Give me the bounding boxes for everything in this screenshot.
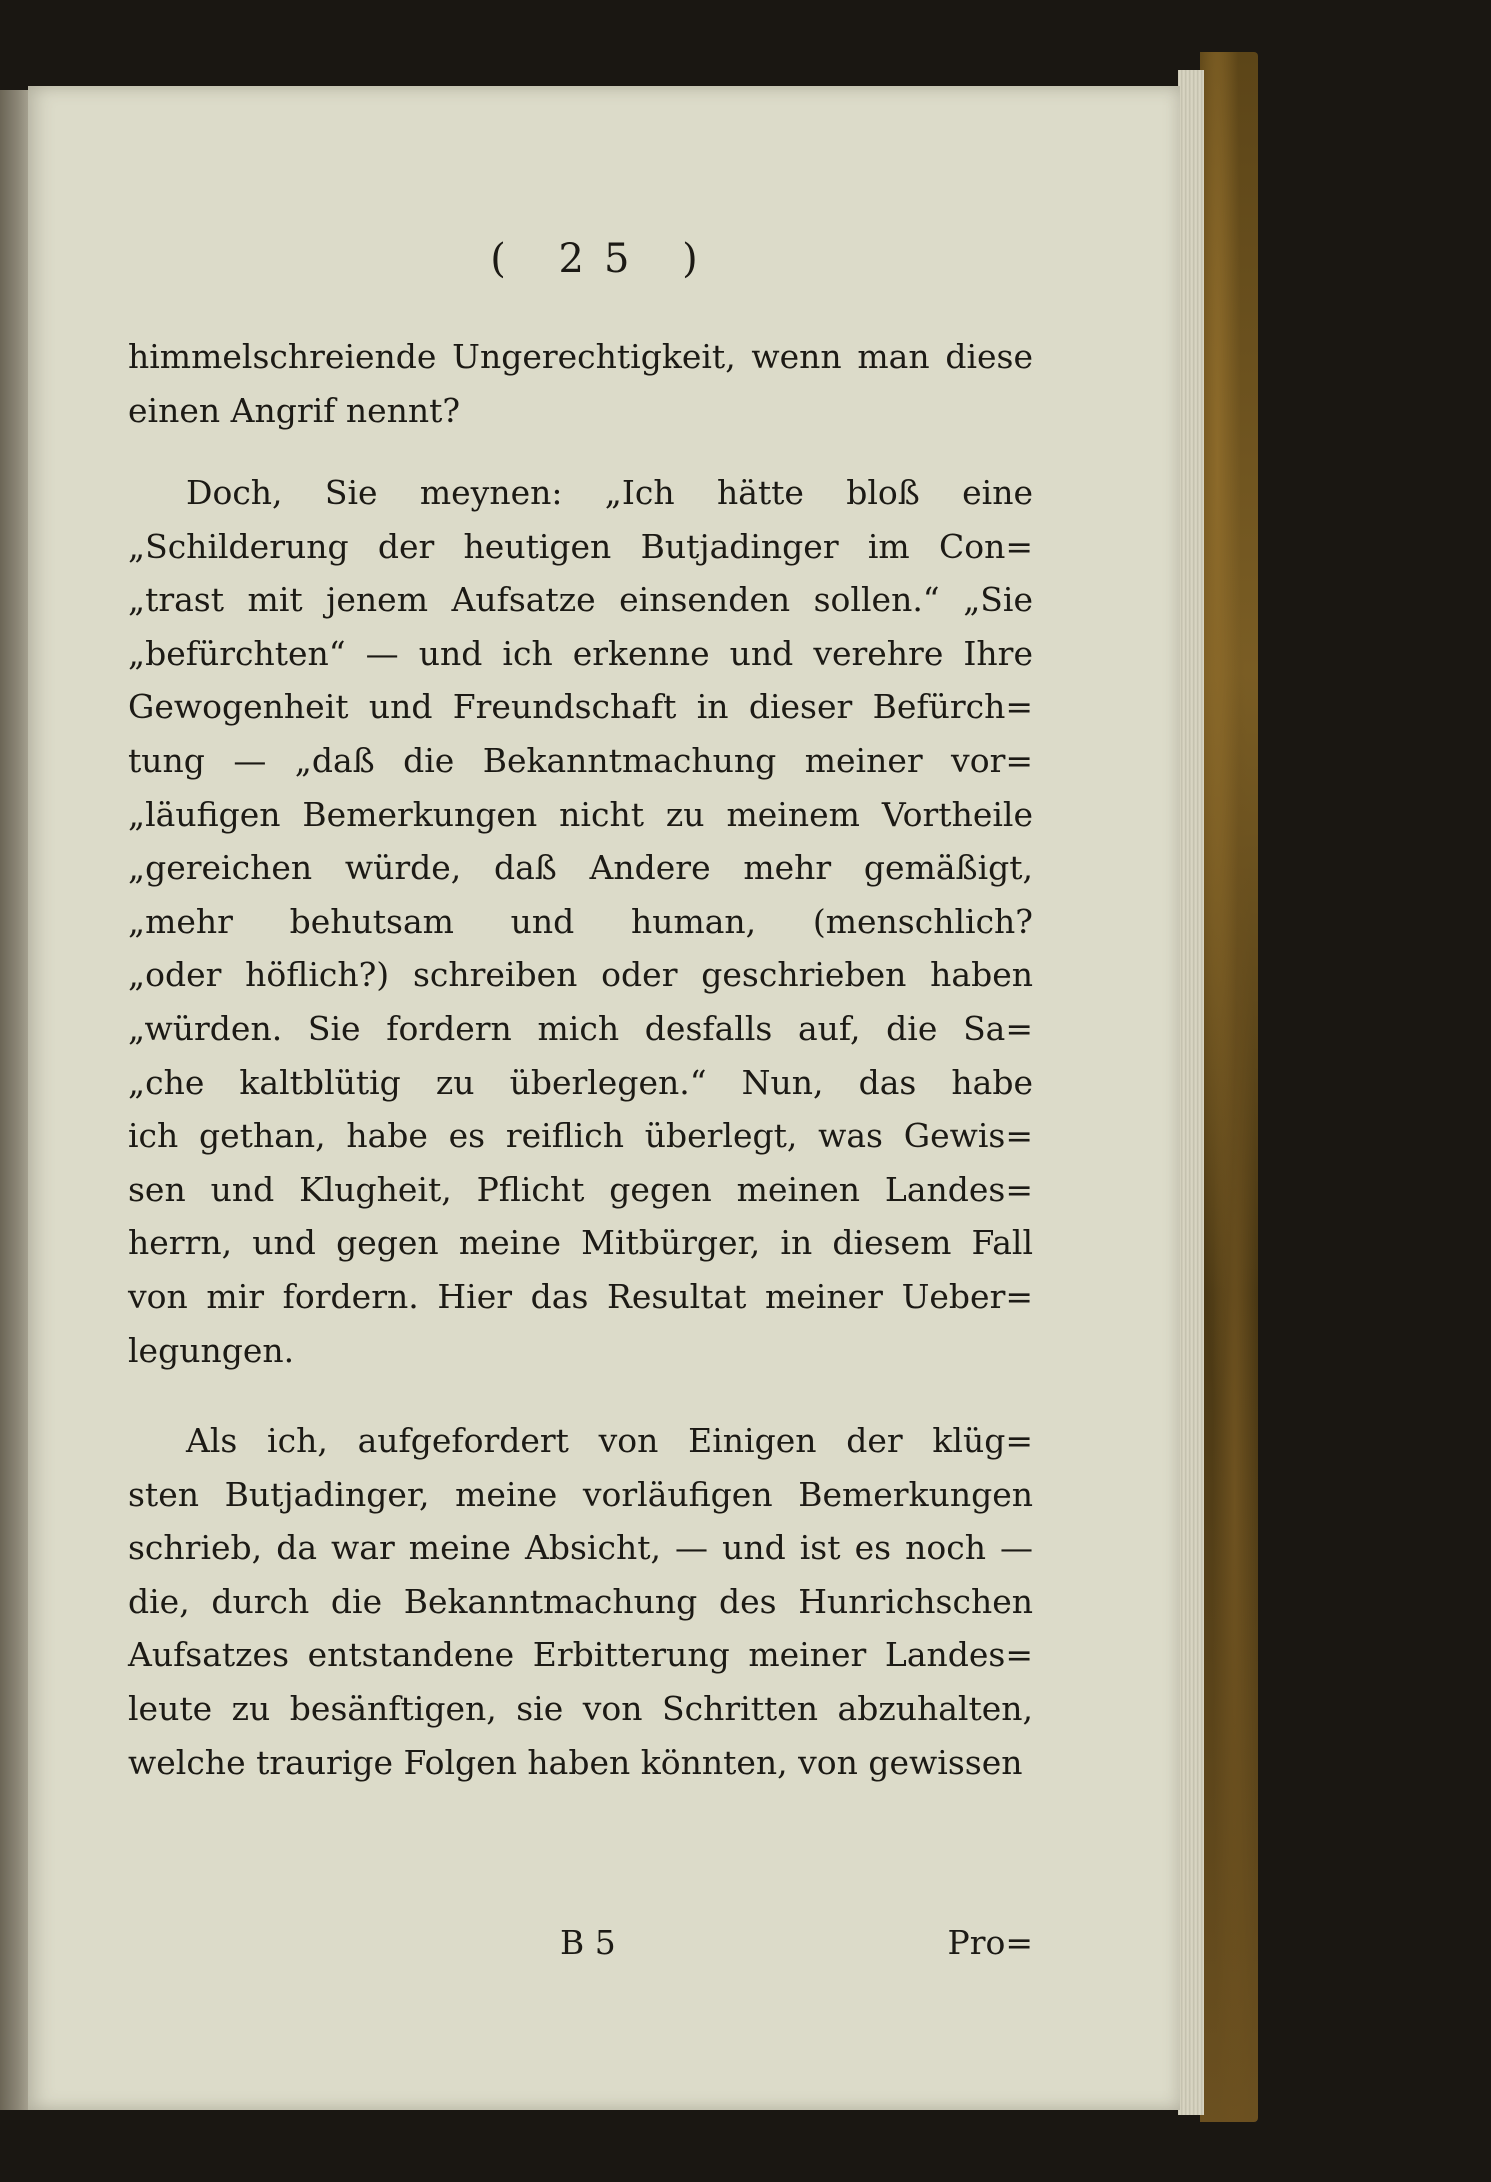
text-line: von mir fordern. Hier das Resultat meiner Ueber= [128,1276,1033,1316]
text-line: „würden. Sie fordern mich desfalls auf, die Sa= [128,1008,1033,1048]
text-line: tung — „daß die Bekanntmachung meiner vor= [128,740,1033,780]
page-header: ( 25 ) [490,236,718,282]
text-line: legungen. [128,1330,295,1370]
text-line: „gereichen würde, daß Andere mehr gemäßigt, [128,848,1033,888]
text-line: Doch, Sie meynen: „Ich hätte bloß eine [186,473,1033,512]
text-line: sen und Klugheit, Pflicht gegen meinen Landes= [128,1169,1033,1209]
page-edges [1178,70,1204,2115]
catchword: Pro= [947,1923,1033,1962]
text-line: welche traurige Folgen haben könnten, von gewissen [128,1742,1023,1782]
text-line: „oder höflich?) schreiben oder geschrieben haben [128,955,1033,995]
paragraph-1 [128,330,1033,437]
book-cover [1200,52,1258,2122]
text-line: „befürchten“ — und ich erkenne und verehre Ihre [128,633,1033,673]
text-line: herrn, und gegen meine Mitbürger, in diesem Fall [128,1223,1033,1263]
text-line: Gewogenheit und Freundschaft in dieser Befürch= [128,687,1033,727]
text-line: einen Angrif nennt? [128,390,461,430]
text-line: „läufigen Bemerkungen nicht zu meinem Vortheile [128,794,1033,834]
book-spine [0,90,30,2110]
paragraph-2 [128,466,1033,1377]
text-line: „trast mit jenem Aufsatze einsenden sollen.“ „Sie [128,580,1033,620]
book-page [28,86,1180,2110]
text-line: ich gethan, habe es reiflich überlegt, was Gewis= [128,1116,1033,1156]
paragraph-3 [128,1414,1033,1789]
signature-mark: B 5 [560,1923,616,1962]
text-line: „mehr behutsam und human, (menschlich? [128,901,1033,941]
text-line: „Schilderung der heutigen Butjadinger im Con= [128,526,1033,566]
text-line: die, durch die Bekanntmachung des Hunrichschen [128,1581,1033,1621]
page-footer [128,1916,1033,1970]
text-line: himmelschreiende Ungerechtigkeit, wenn man diese [128,337,1033,376]
text-line: leute zu besänftigen, sie von Schritten abzuhalten, [128,1688,1033,1728]
text-line: Aufsatzes entstandene Erbitterung meiner Landes= [128,1635,1033,1675]
text-line: sten Butjadinger, meine vorläufigen Bemerkungen [128,1474,1033,1514]
text-line: Als ich, aufgefordert von Einigen der klüg= [186,1421,1033,1460]
text-line: „che kaltblütig zu überlegen.“ Nun, das habe [128,1062,1033,1102]
text-line: schrieb, da war meine Absicht, — und ist es noch — [128,1528,1033,1568]
